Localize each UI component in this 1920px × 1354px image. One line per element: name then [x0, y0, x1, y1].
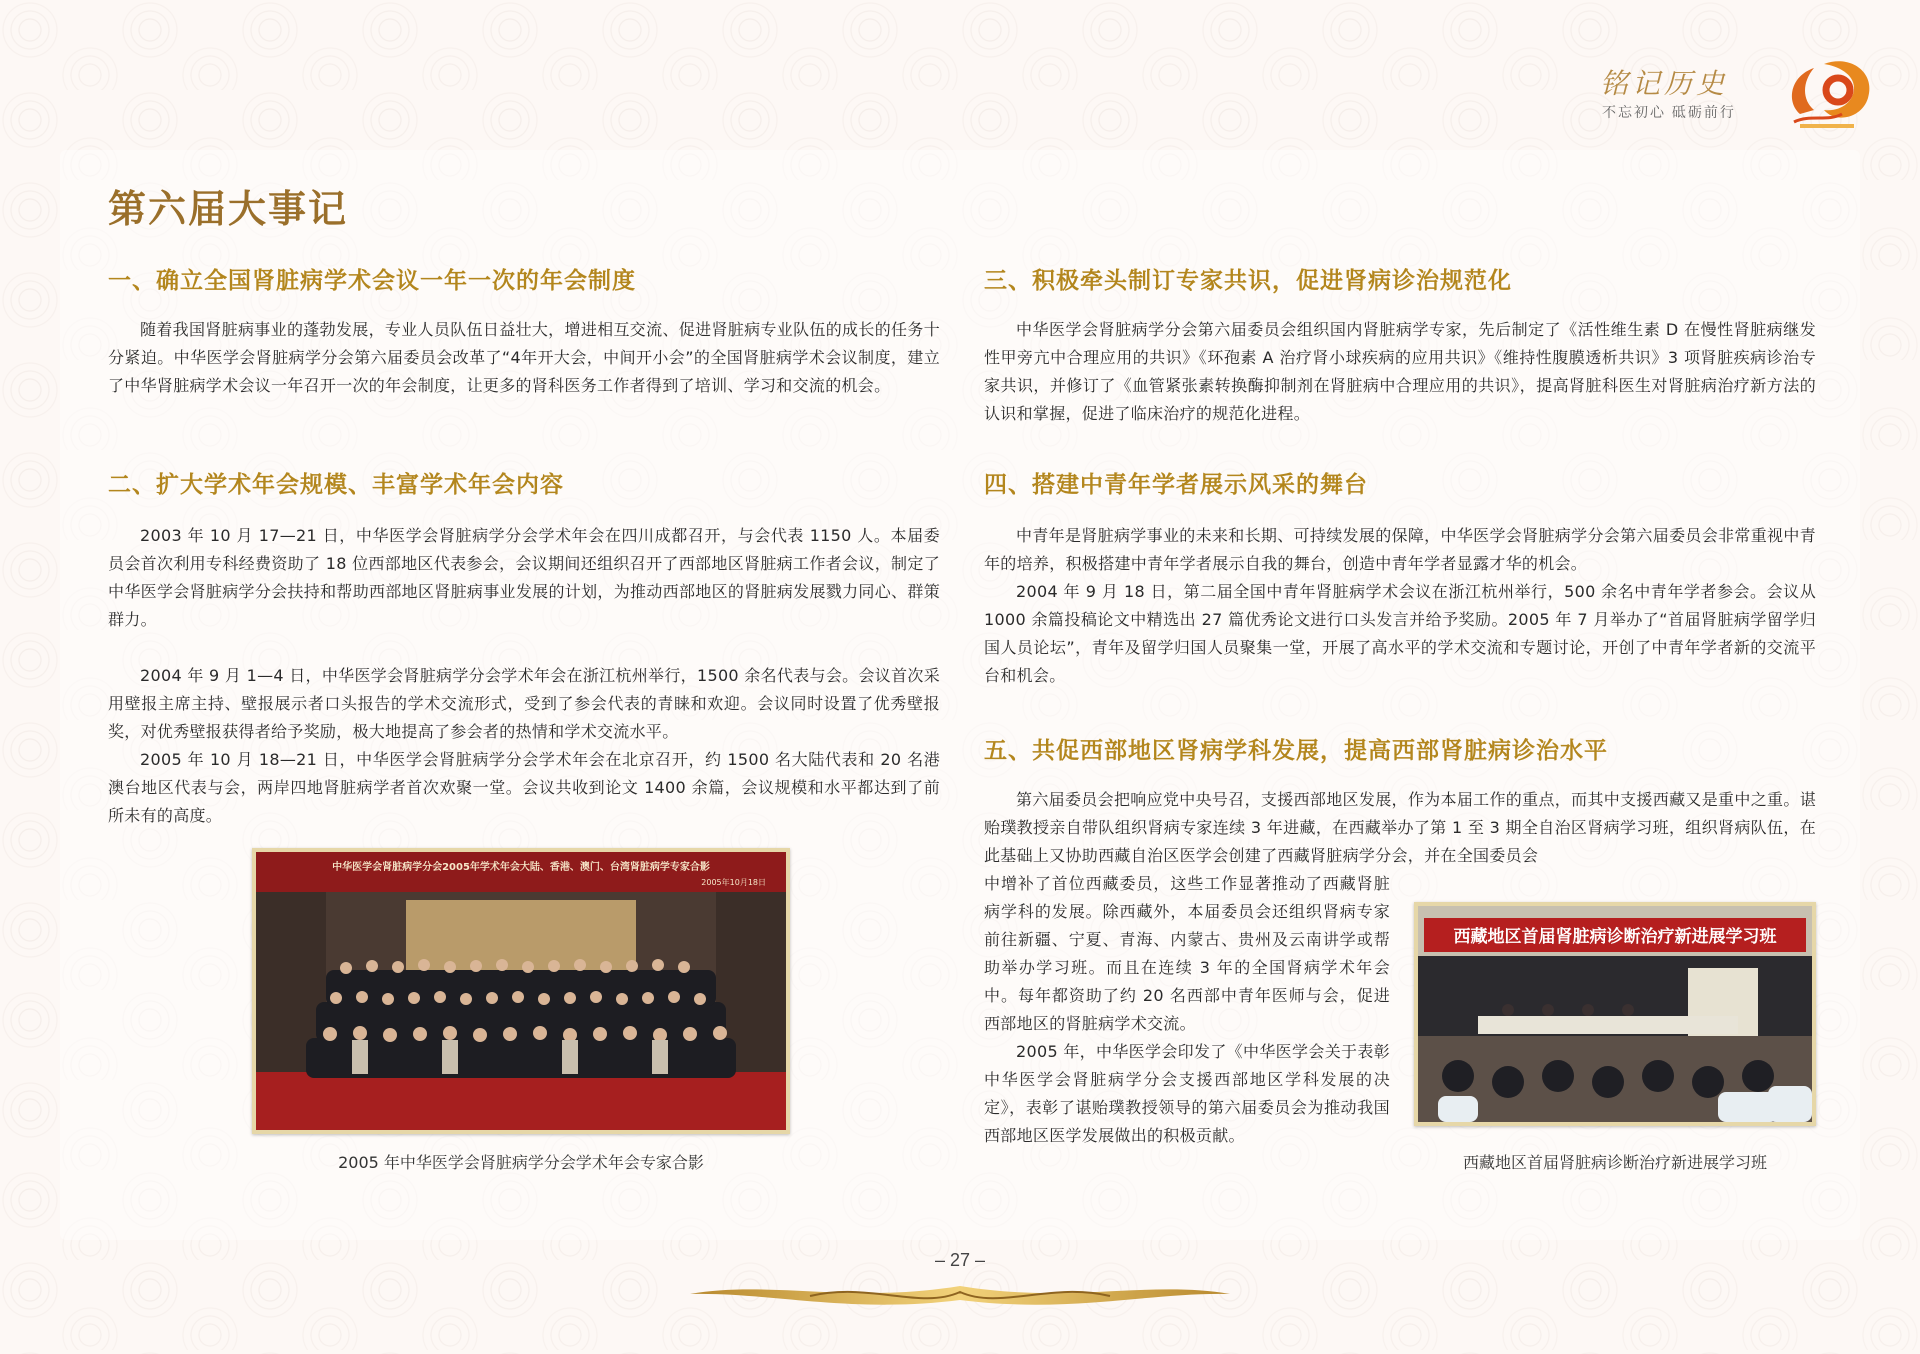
section-2-paragraph-3: 2005 年 10 月 18—21 日，中华医学会肾脏病学分会学术年会在北京召开，约 1500 名大陆代表和 20 名港澳台地区代表与会，两岸四地肾脏病学者首次欢聚一堂。会议共收到论文 1400 余篇，会议规模和水平都达到了前所未有的高度。 — [108, 750, 940, 825]
group-photo — [252, 848, 790, 1134]
brand-header — [1580, 56, 1880, 136]
group-photo-banner: 中华医学会肾脏病学分会2005年学术年会大陆、香港、澳门、台湾肾脏病学专家合影 — [332, 862, 710, 873]
group-photo-people — [306, 959, 736, 1078]
page-title: 第六届大事记 — [108, 186, 349, 231]
section-1-heading: 一、确立全国肾脏病学术会议一年一次的年会制度 — [108, 268, 636, 294]
section-5-heading: 五、共促西部地区肾病学科发展，提高西部肾脏病诊治水平 — [984, 738, 1608, 764]
section-4-heading: 四、搭建中青年学者展示风采的舞台 — [984, 472, 1368, 498]
section-3-heading: 三、积极牵头制订专家共识，促进肾病诊治规范化 — [984, 268, 1512, 294]
group-photo-date: 2005年10月18日 — [701, 878, 766, 887]
section-2-heading: 二、扩大学术年会规模、丰富学术年会内容 — [108, 472, 564, 498]
tibet-class-caption: 西藏地区首届肾脏病诊断治疗新进展学习班 — [1462, 1153, 1767, 1172]
anniversary-40-logo-icon — [1780, 52, 1880, 136]
tibet-class-banner: 西藏地区首届肾脏病诊断治疗新进展学习班 — [1453, 927, 1777, 947]
tibet-class-photo-image — [1418, 906, 1812, 1122]
brand-slogan: 不忘初心 砥砺前行 — [1602, 104, 1736, 120]
section-1-paragraph: 随着我国肾脏病事业的蓬勃发展，专业人员队伍日益壮大，增进相互交流、促进肾脏病专业队伍的成长的任务十分紧迫。中华医学会肾脏病学分会第六届委员会改革了“4年开大会，中间开小会”的全国肾脏病学术会议制度，建立了中华肾脏病学术会议一年召开一次的年会制度，让更多的肾科医务工作者得到了培训、学习和交流的机会。 — [108, 320, 940, 395]
section-4-paragraph-1: 中青年是肾脏病学事业的未来和长期、可持续发展的保障，中华医学会肾脏病学分会第六届委员会非常重视中青年的培养，积极搭建中青年学者展示自我的舞台，创造中青年学者显露才华的机会。 — [984, 526, 1816, 573]
gold-ribbon-ornament-icon — [690, 1270, 1230, 1320]
section-5-paragraph-last: 2005 年，中华医学会印发了《中华医学会关于表彰中华医学会肾脏病学分会支援西部地区学科发展的决定》，表彰了谌贻璞教授领导的第六届委员会为推动我国西部地区医学发展做出的积极贡献。 — [984, 1042, 1390, 1145]
section-5-paragraph-top: 第六届委员会把响应党中央号召，支援西部地区发展，作为本届工作的重点，而其中支援西藏又是重中之重。谌贻璞教授亲自带队组织肾病专家连续 3 年进藏，在西藏举办了第 1 至 3 期全自治区肾病学习班，组织肾病队伍，在此基础上又协助西藏自治区医学会创建了西藏肾脏病学分会，并在全国委员会 — [984, 790, 1816, 865]
section-4-paragraph-2: 2004 年 9 月 18 日，第二届全国中青年肾脏病学术会议在浙江杭州举行，500 余名中青年学者参会。会议从 1000 余篇投稿论文中精选出 27 篇优秀论文进行口头发言并给予奖励。2005 年 7 月举办了“首届肾脏病学留学归国人员论坛”，青年及留学归国人员聚集一堂，开展了高水平的学术交流和专题讨论，开创了中青年学者新的交流平台和机会。 — [984, 582, 1816, 685]
section-2-paragraph-2: 2004 年 9 月 1—4 日，中华医学会肾脏病学分会学术年会在浙江杭州举行，1500 余名代表与会。会议首次采用壁报主席主持、壁报展示者口头报告的学术交流形式，受到了参会代表的青睐和欢迎。会议同时设置了优秀壁报奖，对优秀壁报获得者给予奖励，极大地提高了参会者的热情和学术交流水平。 — [108, 666, 940, 741]
tibet-class-photo — [1414, 902, 1816, 1126]
group-photo-image — [256, 852, 786, 1130]
section-2-paragraph-1: 2003 年 10 月 17—21 日，中华医学会肾脏病学分会学术年会在四川成都召开，与会代表 1150 人。本届委员会首次利用专科经费资助了 18 位西部地区代表参会，会议期间还组织召开了西部地区肾脏病工作者会议，制定了中华医学会肾脏病学分会扶持和帮助西部地区肾脏病事业发展的计划，为推动西部地区的肾脏病发展戮力同心、群策群力。 — [108, 526, 940, 629]
brand-title: 铭记历史 — [1600, 67, 1729, 100]
section-5-paragraph-wrap: 中增补了首位西藏委员，这些工作显著推动了西藏肾脏病学科的发展。除西藏外，本届委员会还组织肾病专家前往新疆、宁夏、青海、内蒙古、贵州及云南讲学或帮助举办学习班。而且在连续 3 年的全国肾病学术年会中。每年都资助了约 20 名西部中青年医师与会，促进西部地区的肾脏病学术交流。 — [984, 874, 1390, 1033]
group-photo-caption: 2005 年中华医学会肾脏病学分会学术年会专家合影 — [338, 1153, 704, 1172]
section-3-paragraph: 中华医学会肾脏病学分会第六届委员会组织国内肾脏病学专家，先后制定了《活性维生素 D 在慢性肾脏病继发性甲旁亢中合理应用的共识》《环孢素 A 治疗肾小球疾病的应用共识》《维持性腹膜透析共识》3 项肾脏疾病诊治专家共识，并修订了《血管紧张素转换酶抑制剂在肾脏病中合理应用的共识》，提高肾脏科医生对肾脏病治疗新方法的认识和掌握，促进了临床治疗的规范化进程。 — [984, 320, 1816, 423]
page-number: – 27 – — [934, 1250, 986, 1270]
